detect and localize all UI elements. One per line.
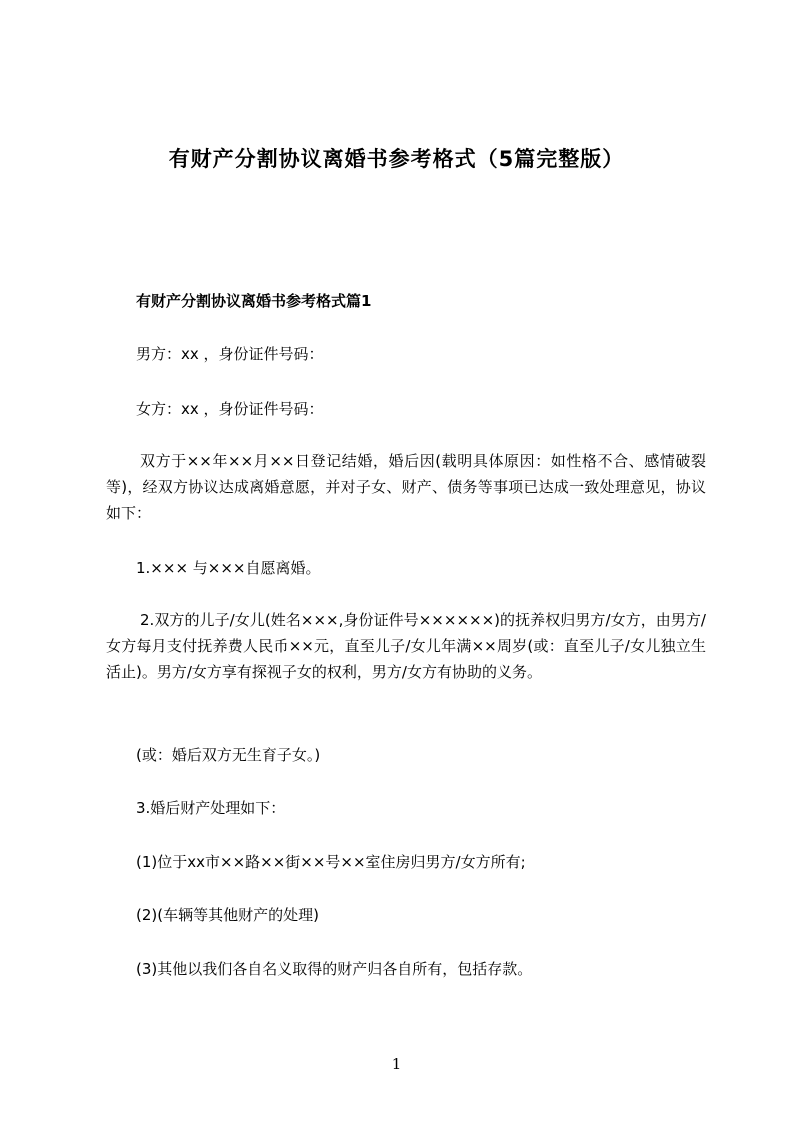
section-heading: 有财产分割协议离婚书参考格式篇1	[136, 292, 372, 310]
paragraph-male-party: 男方：xx ，身份证件号码：	[136, 345, 324, 363]
document-title: 有财产分割协议离婚书参考格式（5篇完整版）	[168, 147, 625, 171]
paragraph-clause-2-alt: (或：婚后双方无生育子女。)	[136, 746, 321, 764]
paragraph-clause-3: 3.婚后财产处理如下：	[136, 799, 286, 817]
paragraph-female-party: 女方：xx ，身份证件号码：	[136, 400, 324, 418]
paragraph-clause-3-item-1: (1)位于xx市××路××街××号××室住房归男方/女方所有;	[136, 853, 526, 871]
paragraph-clause-2: 2.双方的儿子/女儿(姓名×××,身份证件号××××××)的抚养权归男方/女方，由男方/女方每月支付抚养费人民币××元，直至儿子/女儿年满××周岁(或：直至儿子/女儿独立生活止)。男方/女方享有探视子女的权利，男方/女方有协助的义务。	[106, 611, 706, 681]
paragraph-clause-3-item-3: (3)其他以我们各自名义取得的财产归各自所有，包括存款。	[136, 960, 533, 978]
paragraph-clause-1: 1.××× 与×××自愿离婚。	[136, 559, 321, 577]
page-number: 1	[391, 1055, 402, 1073]
paragraph-clause-3-item-2: (2)(车辆等其他财产的处理)	[136, 906, 319, 924]
paragraph-marriage-statement: 双方于××年××月××日登记结婚，婚后因(载明具体原因：如性格不合、感情破裂等)，经双方协议达成离婚意愿，并对子女、财产、债务等事项已达成一致处理意见，协议如下：	[106, 452, 706, 522]
